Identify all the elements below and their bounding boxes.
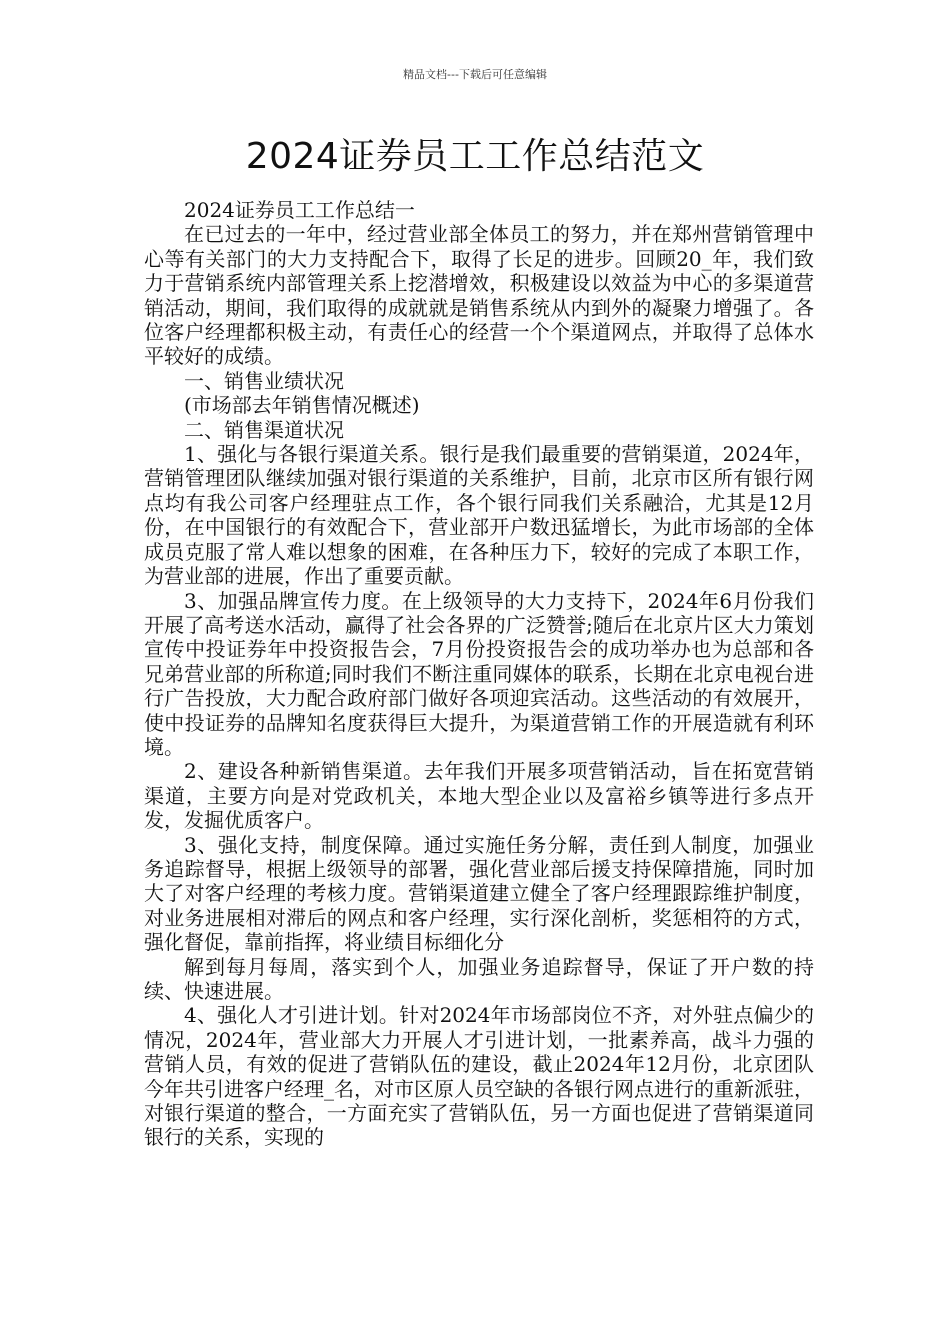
header-note: 精品文档---下载后可任意编辑: [403, 68, 547, 81]
section-heading-sales-performance: 一、销售业绩状况: [184, 368, 344, 393]
paragraph-brand-promotion: 3、加强品牌宣传力度。在上级领导的大力支持下，2024年6月份我们开展了高考送水活动，赢得了社会各界的广泛赞誉;随后在北京片区大力策划宣传中投证券年中投资报告会，7月份投资报告会的成功举办也为总部和各兄弟营业部的所称道;同时我们不断注重同媒体的联系，长期在北京电视台进行广告投放，大力配合政府部门做好各项迎宾活动。这些活动的有效展开，使中投证券的品牌知名度获得巨大提升，为渠道营销工作的开展造就有利环境。: [144, 588, 814, 759]
paragraph-talent-recruitment: 4、强化人才引进计划。针对2024年市场部岗位不齐，对外驻点偏少的情况，2024年，营业部大力开展人才引进计划，一批素养高，战斗力强的营销人员，有效的促进了营销队伍的建设，截止2024年12月份，北京团队今年共引进客户经理_名，对市区原人员空缺的各银行网点进行的重新派驻，对银行渠道的整合，一方面充实了营销队伍，另一方面也促进了营销渠道同银行的关系，实现的: [144, 1003, 814, 1150]
paragraph-bank-channels: 1、强化与各银行渠道关系。银行是我们最重要的营销渠道，2024年，营销管理团队继续加强对银行渠道的关系维护，目前，北京市区所有银行网点均有我公司客户经理驻点工作，各个银行同我们关系融洽，尤其是12月份，在中国银行的有效配合下，营业部开户数迅猛增长，为此市场部的全体成员克服了常人难以想象的困难，在各种压力下，较好的完成了本职工作，为营业部的进展，作出了重要贡献。: [144, 442, 814, 589]
paragraph-sales-overview: (市场部去年销售情况概述): [184, 393, 420, 418]
paragraph-intro: 在已过去的一年中，经过营业部全体员工的努力，并在郑州营销管理中心等有关部门的大力支持配合下，取得了长足的进步。回顾20_年，我们致力于营销系统内部管理关系上挖潜增效，积极建设以效益为中心的多渠道营销活动，期间，我们取得的成就就是销售系统从内到外的凝聚力增强了。各位客户经理都积极主动，有责任心的经营一个个渠道网点，并取得了总体水平较好的成绩。: [144, 222, 814, 369]
paragraph-new-channels: 2、建设各种新销售渠道。去年我们开展多项营销活动，旨在拓宽营销渠道，主要方向是对党政机关，本地大型企业以及富裕乡镇等进行多点开发，发掘优质客户。: [144, 759, 814, 833]
section-heading-sales-channels: 二、销售渠道状况: [184, 417, 344, 442]
paragraph-support-system: 3、强化支持，制度保障。通过实施任务分解，责任到人制度，加强业务追踪督导，根据上级领导的部署，强化营业部后援支持保障措施，同时加大了对客户经理的考核力度。营销渠道建立健全了客户经理跟踪维护制度，对业务进展相对滞后的网点和客户经理，实行深化剖析，奖惩相符的方式，强化督促，靠前指挥，将业绩目标细化分: [144, 832, 814, 955]
document-title: 2024证券员工工作总结范文: [245, 136, 705, 177]
paragraph-subtitle: 2024证券员工工作总结一: [184, 198, 415, 222]
paragraph-monthly-targets: 解到每月每周，落实到个人，加强业务追踪督导，保证了开户数的持续、快速进展。: [144, 954, 814, 1003]
document-body: [144, 198, 814, 1150]
